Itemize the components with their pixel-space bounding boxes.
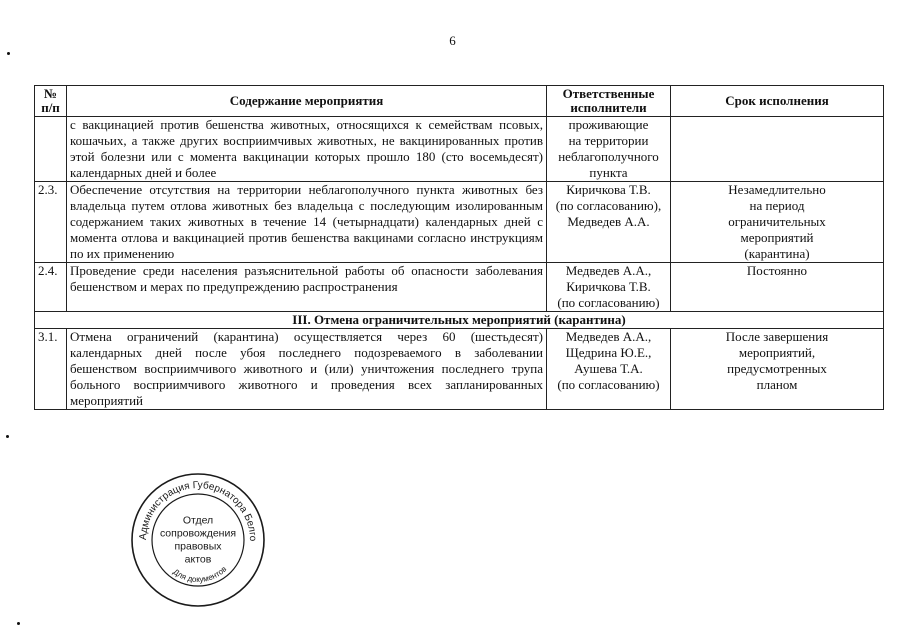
row-content: Обеспечение отсутствия на территории неблагополучного пункта животных без владельца путем отлова животных без владельца с последующим изолированным содержанием таких животных в течение 14 (четырнадцати) календарных дней с момента отлова и вакцинацией против бешенства вакцинами согласно инструкциям по их применению (67, 182, 547, 263)
stamp-ring-text: Администрация Губернатора Белго (137, 479, 259, 542)
table-row (35, 117, 884, 182)
table-row (35, 182, 884, 263)
table-body (35, 117, 884, 410)
row-deadline (671, 263, 884, 312)
section-title: III. Отмена ограничительных мероприятий (карантина) (35, 312, 884, 329)
stamp-bottom-text: Для документов (171, 564, 229, 585)
row-responsible (547, 263, 671, 312)
responsible-line: (по согласованию), (555, 198, 662, 213)
responsible-line: Киричкова Т.В. (566, 279, 651, 294)
responsible-line: Киричкова Т.В. (566, 182, 651, 197)
responsible-line: Аушева Т.А. (574, 361, 643, 376)
stamp-center-line: сопровождения (159, 527, 237, 540)
header-responsible: Ответственные исполнители (547, 86, 671, 117)
deadline-line: ограничительных (728, 214, 826, 229)
table-row (35, 329, 884, 410)
row-content: с вакцинацией против бешенства животных, относящихся к семействам псовых, кошачьих, а также других восприимчивых животных, не вакцинированных против этой болезни или с момента вакцинации которых прошло 180 (сто восемьдесят) календарных дней и более (67, 117, 547, 182)
row-responsible (547, 182, 671, 263)
row-deadline (671, 329, 884, 410)
stamp-center-line: Отдел (182, 514, 214, 527)
table-header-row (35, 86, 884, 117)
stamp-center-line: актов (184, 553, 212, 566)
responsible-line: Медведев А.А. (567, 214, 650, 229)
deadline-line: Постоянно (746, 263, 808, 278)
scan-speck (6, 435, 9, 438)
deadline-line: (карантина) (744, 246, 810, 261)
header-content: Содержание мероприятия (67, 86, 547, 117)
measures-table (34, 85, 884, 410)
row-number: 3.1. (35, 329, 67, 410)
responsible-line: Щедрина Ю.Е., (565, 345, 652, 360)
deadline-line: мероприятий (740, 230, 814, 245)
responsible-line: Медведев А.А., (565, 263, 652, 278)
responsible-line: на территории (568, 133, 649, 148)
table-row (35, 263, 884, 312)
page-number: 6 (449, 33, 456, 48)
responsible-line: Медведев А.А., (565, 329, 652, 344)
row-number: 2.3. (35, 182, 67, 263)
deadline-line: мероприятий, (738, 345, 816, 360)
deadline-line: предусмотренных (727, 361, 827, 376)
responsible-line: (по согласованию) (557, 295, 660, 310)
row-responsible (547, 117, 671, 182)
row-number (35, 117, 67, 182)
stamp-seal (128, 470, 268, 610)
stamp-center-line: правовых (174, 540, 222, 553)
header-deadline: Срок исполнения (671, 86, 884, 117)
row-responsible (547, 329, 671, 410)
deadline-line: Незамедлительно (728, 182, 826, 197)
deadline-line: на период (749, 198, 805, 213)
responsible-line: пункта (589, 165, 628, 180)
scan-speck (17, 622, 20, 625)
row-content: Отмена ограничений (карантина) осуществляется через 60 (шестьдесят) календарных дней после убоя последнего подозреваемого в заболевании бешенством восприимчивого животного и (или) уничтожения последнего трупа больного восприимчивого животного и проведения всех запланированных мероприятий (67, 329, 547, 410)
responsible-line: (по согласованию) (557, 377, 660, 392)
section-row (35, 312, 884, 329)
deadline-line: планом (756, 377, 798, 392)
row-content: Проведение среди населения разъяснительной работы об опасности заболевания бешенством и мерах по предупреждению распространения (67, 263, 547, 312)
row-deadline (671, 182, 884, 263)
office-stamp (128, 470, 268, 610)
row-deadline (671, 117, 884, 182)
header-num: № п/п (35, 86, 67, 117)
scan-speck (7, 52, 10, 55)
deadline-line: После завершения (725, 329, 829, 344)
row-number: 2.4. (35, 263, 67, 312)
responsible-line: проживающие (568, 117, 649, 132)
responsible-line: неблагополучного (558, 149, 659, 164)
